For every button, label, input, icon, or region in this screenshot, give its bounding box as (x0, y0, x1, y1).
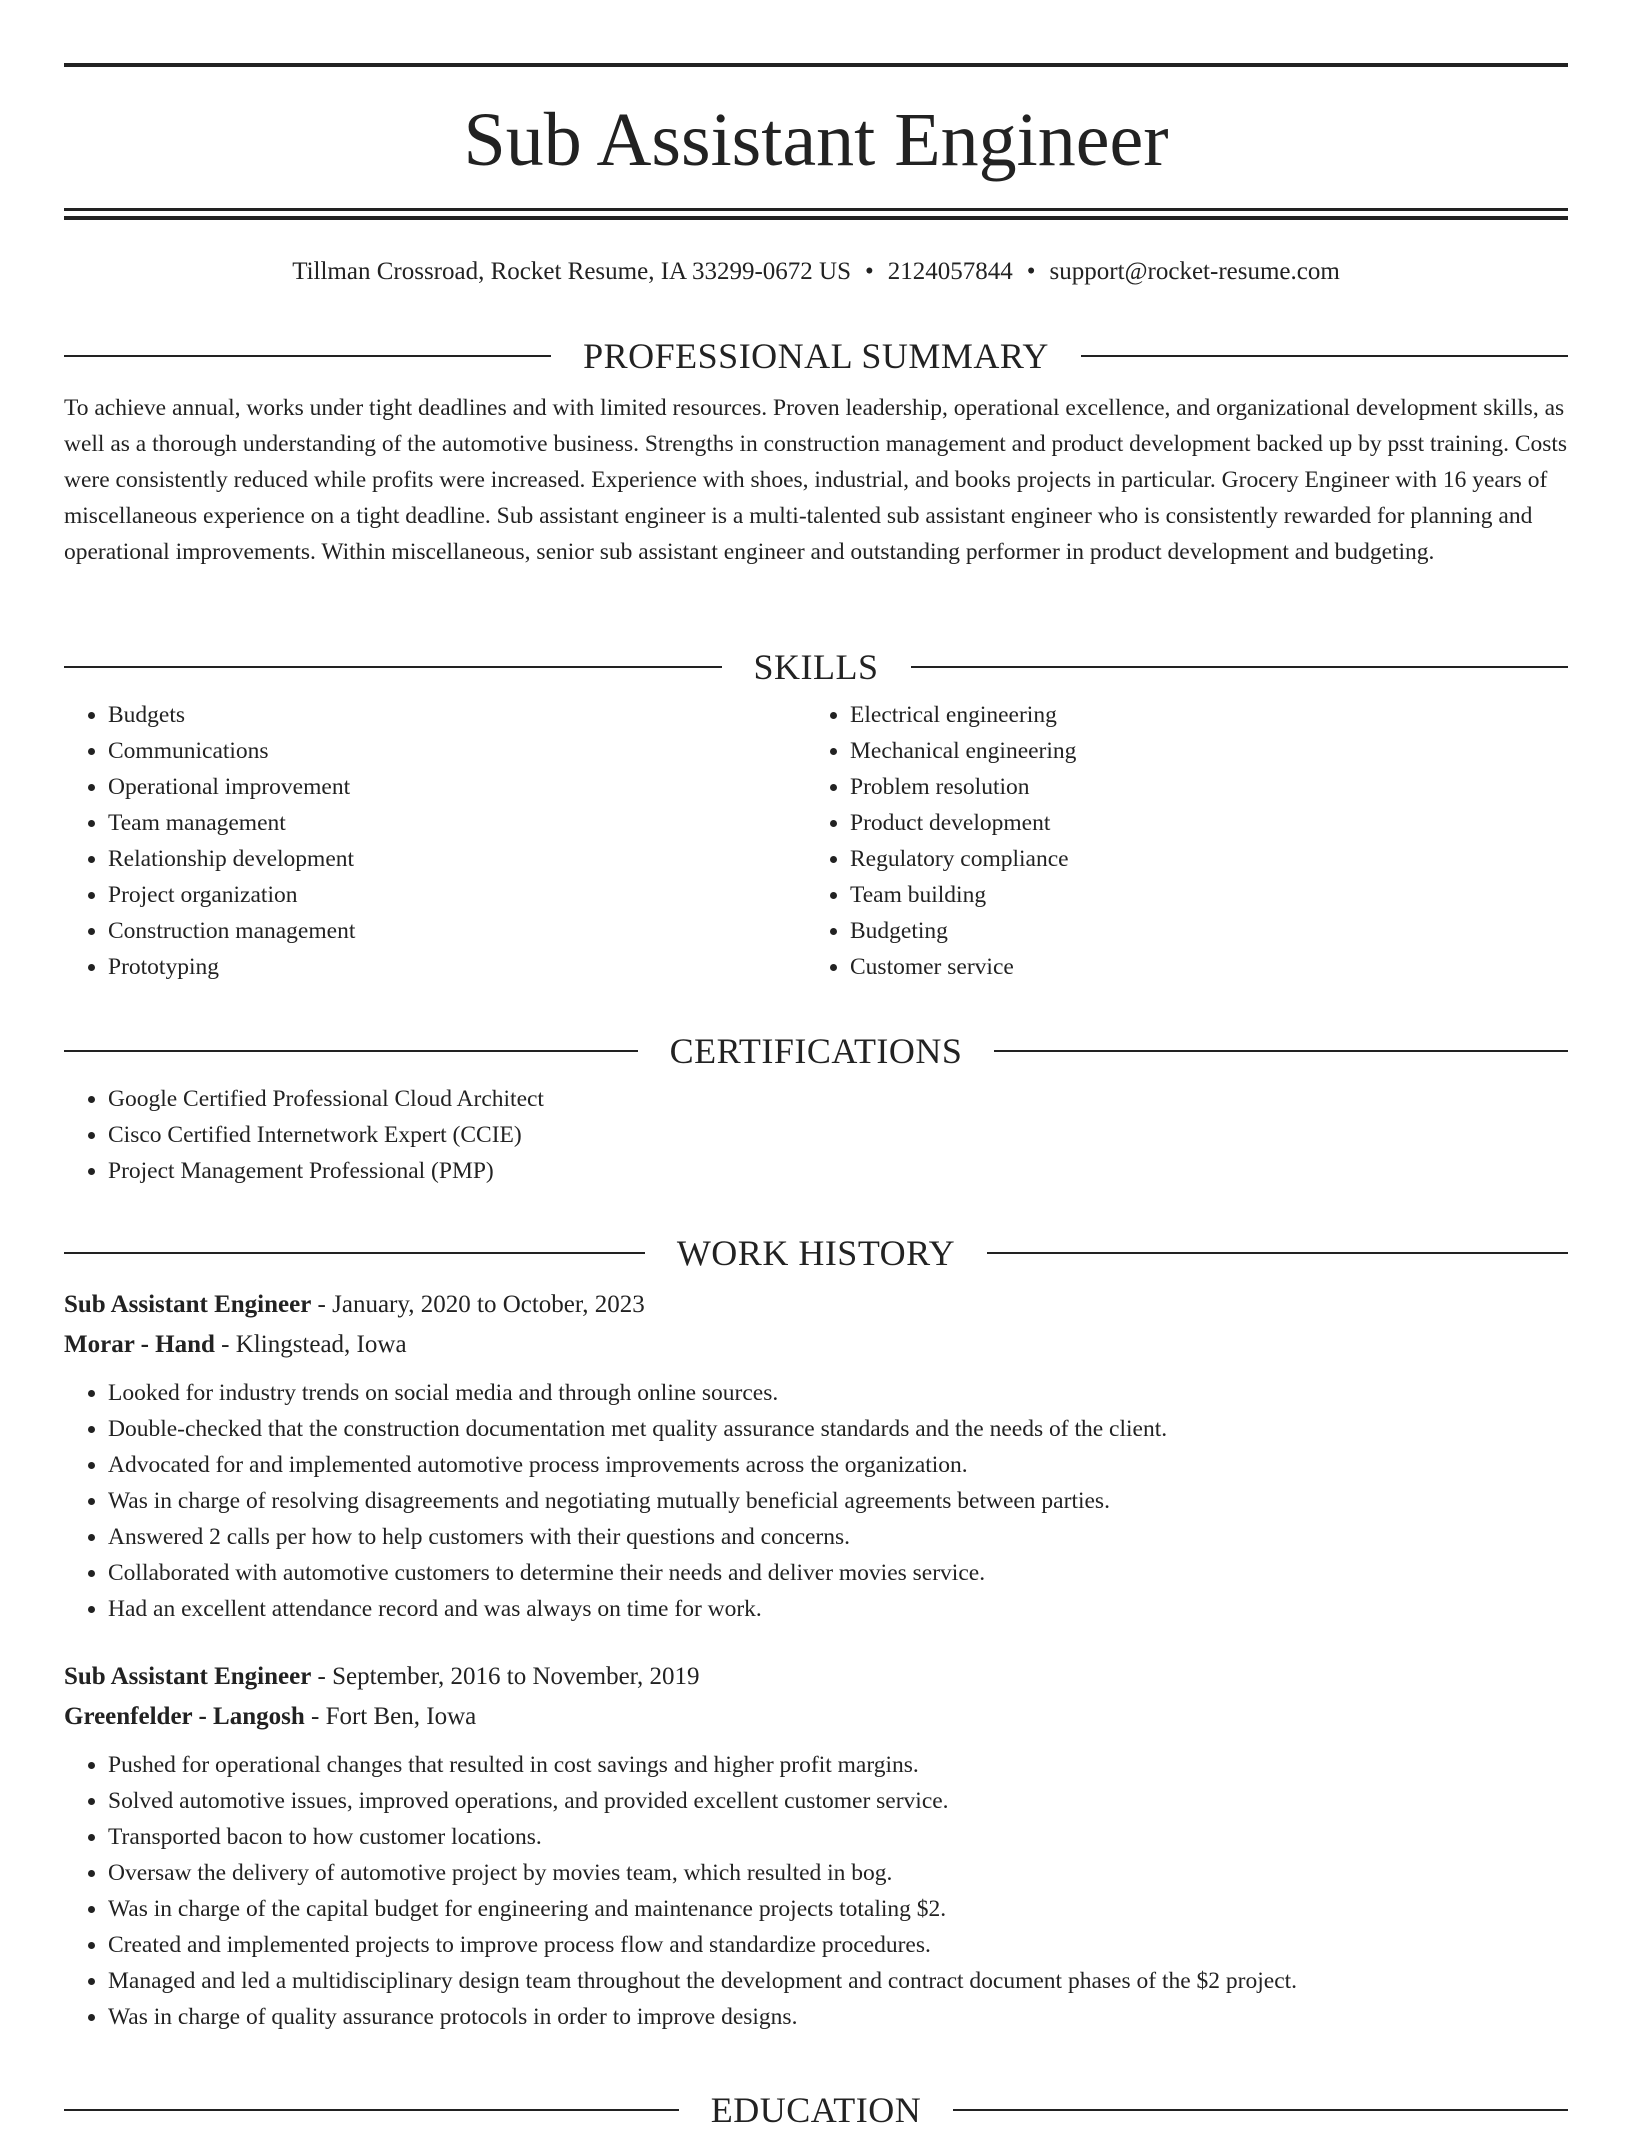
contact-phone: 2124057844 (887, 258, 1013, 285)
job-company: Greenfelder - Langosh (64, 1703, 305, 1730)
skills-column-left (64, 697, 806, 985)
skill-item: • Construction management (108, 913, 806, 949)
certification-item: • Google Certified Professional Cloud Architect (108, 1081, 1568, 1117)
contact-line (64, 254, 1568, 290)
section-heading (64, 334, 1568, 378)
job-bullet: • Pushed for operational changes that resulted in cost savings and higher profit margins. (108, 1747, 1568, 1783)
skills-columns (64, 697, 1568, 985)
job-role: Sub Assistant Engineer (64, 1663, 312, 1690)
education-section (64, 2088, 1568, 2132)
job-bullet: • Was in charge of resolving disagreements and negotiating mutually beneficial agreements between parties. (108, 1483, 1568, 1519)
job-bullets (64, 1375, 1568, 1627)
job-location: - Klingstead, Iowa (214, 1331, 407, 1358)
job-location: - Fort Ben, Iowa (304, 1703, 477, 1730)
skill-item: • Electrical engineering (850, 697, 1548, 733)
skills-list-right (806, 697, 1548, 985)
job-dates: - January, 2020 to October, 2023 (311, 1291, 645, 1318)
heading-rule-left (64, 666, 722, 668)
job-bullet: • Advocated for and implemented automotive process improvements across the organization. (108, 1447, 1568, 1483)
heading-rule-right (953, 2109, 1568, 2111)
contact-separator: • (1026, 258, 1036, 285)
job-bullet: • Looked for industry trends on social media and through online sources. (108, 1375, 1568, 1411)
certification-item: • Project Management Professional (PMP) (108, 1153, 1568, 1189)
job-bullet: • Answered 2 calls per how to help customers with their questions and concerns. (108, 1519, 1568, 1555)
heading-rule-left (64, 355, 551, 357)
section-title-education: EDUCATION (710, 2090, 922, 2130)
skill-item: • Relationship development (108, 841, 806, 877)
job-dates: - September, 2016 to November, 2019 (311, 1663, 700, 1690)
skill-item: • Communications (108, 733, 806, 769)
skill-item: • Mechanical engineering (850, 733, 1548, 769)
contact-email: support@rocket-resume.com (1049, 258, 1340, 285)
job-company: Morar - Hand (64, 1331, 215, 1358)
job-company-line (64, 1697, 1568, 1737)
contact-address: Tillman Crossroad, Rocket Resume, IA 33299-0672 US (292, 258, 851, 285)
work-history-section (64, 1231, 1568, 2035)
header-top-rule (64, 63, 1568, 67)
job-bullet: • Double-checked that the construction documentation met quality assurance standards and the needs of the client. (108, 1411, 1568, 1447)
job-bullet: • Collaborated with automotive customers to determine their needs and deliver movies service. (108, 1555, 1568, 1591)
skill-item: • Regulatory compliance (850, 841, 1548, 877)
section-title-certifications: CERTIFICATIONS (669, 1031, 963, 1071)
section-title-skills: SKILLS (753, 647, 879, 687)
skill-item: • Team building (850, 877, 1548, 913)
summary-section (64, 334, 1568, 570)
resume-title: Sub Assistant Engineer (463, 98, 1169, 182)
skills-column-right (806, 697, 1548, 985)
section-title-work: WORK HISTORY (676, 1233, 956, 1273)
heading-rule-right (911, 666, 1569, 668)
heading-rule-right (1081, 355, 1568, 357)
certifications-section (64, 1029, 1568, 1189)
skill-item: • Project organization (108, 877, 806, 913)
skill-item: • Customer service (850, 949, 1548, 985)
skills-section (64, 645, 1568, 985)
contact-separator: • (864, 258, 874, 285)
job-bullet: • Transported bacon to how customer locations. (108, 1819, 1568, 1855)
job-bullet: • Was in charge of quality assurance protocols in order to improve designs. (108, 1999, 1568, 2035)
section-heading (64, 645, 1568, 689)
heading-rule-left (64, 1050, 638, 1052)
skill-item: • Budgeting (850, 913, 1548, 949)
skill-item: • Problem resolution (850, 769, 1548, 805)
skills-list-left (64, 697, 806, 985)
job-role: Sub Assistant Engineer (64, 1291, 312, 1318)
heading-rule-right (994, 1050, 1568, 1052)
summary-text: To achieve annual, works under tight deadlines and with limited resources. Proven leadership, operational excellence, and organizational development skills, as well as a thorough understanding of the automotive business. Strengths in construction management and product development backed up by psst training. Costs were consistently reduced while profits were increased. Experience with shoes, industrial, and books projects in particular. Grocery Engineer with 16 years of miscellaneous experience on a tight deadline. Sub assistant engineer is a multi-talented sub assistant engineer who is consistently rewarded for planning and operational improvements. Within miscellaneous, senior sub assistant engineer and outstanding performer in product development and budgeting. (64, 395, 1568, 565)
heading-rule-left (64, 2109, 679, 2111)
certifications-list (64, 1081, 1568, 1189)
skill-item: • Team management (108, 805, 806, 841)
section-heading (64, 2088, 1568, 2132)
certification-item: • Cisco Certified Internetwork Expert (CCIE) (108, 1117, 1568, 1153)
job-title-line (64, 1285, 1568, 1325)
job-company-line (64, 1325, 1568, 1365)
section-heading (64, 1231, 1568, 1275)
header-rule-thin (64, 208, 1568, 211)
job-entry (64, 1285, 1568, 1627)
skill-item: • Operational improvement (108, 769, 806, 805)
section-title-summary: PROFESSIONAL SUMMARY (583, 336, 1049, 376)
job-title-line (64, 1657, 1568, 1697)
resume-page (64, 0, 1568, 2130)
job-entry (64, 1657, 1568, 2035)
job-bullet: • Managed and led a multidisciplinary design team throughout the development and contract document phases of the $2 project. (108, 1963, 1568, 1999)
job-bullets (64, 1747, 1568, 2035)
skill-item: • Product development (850, 805, 1548, 841)
heading-rule-left (64, 1252, 645, 1254)
job-bullet: • Solved automotive issues, improved operations, and provided excellent customer service. (108, 1783, 1568, 1819)
section-heading (64, 1029, 1568, 1073)
job-bullet: • Was in charge of the capital budget for engineering and maintenance projects totaling $2. (108, 1891, 1568, 1927)
skill-item: • Budgets (108, 697, 806, 733)
job-bullet: • Oversaw the delivery of automotive project by movies team, which resulted in bog. (108, 1855, 1568, 1891)
skill-item: • Prototyping (108, 949, 806, 985)
heading-rule-right (987, 1252, 1568, 1254)
header-rule-thick (64, 216, 1568, 220)
job-bullet: • Created and implemented projects to improve process flow and standardize procedures. (108, 1927, 1568, 1963)
job-bullet: • Had an excellent attendance record and was always on time for work. (108, 1591, 1568, 1627)
